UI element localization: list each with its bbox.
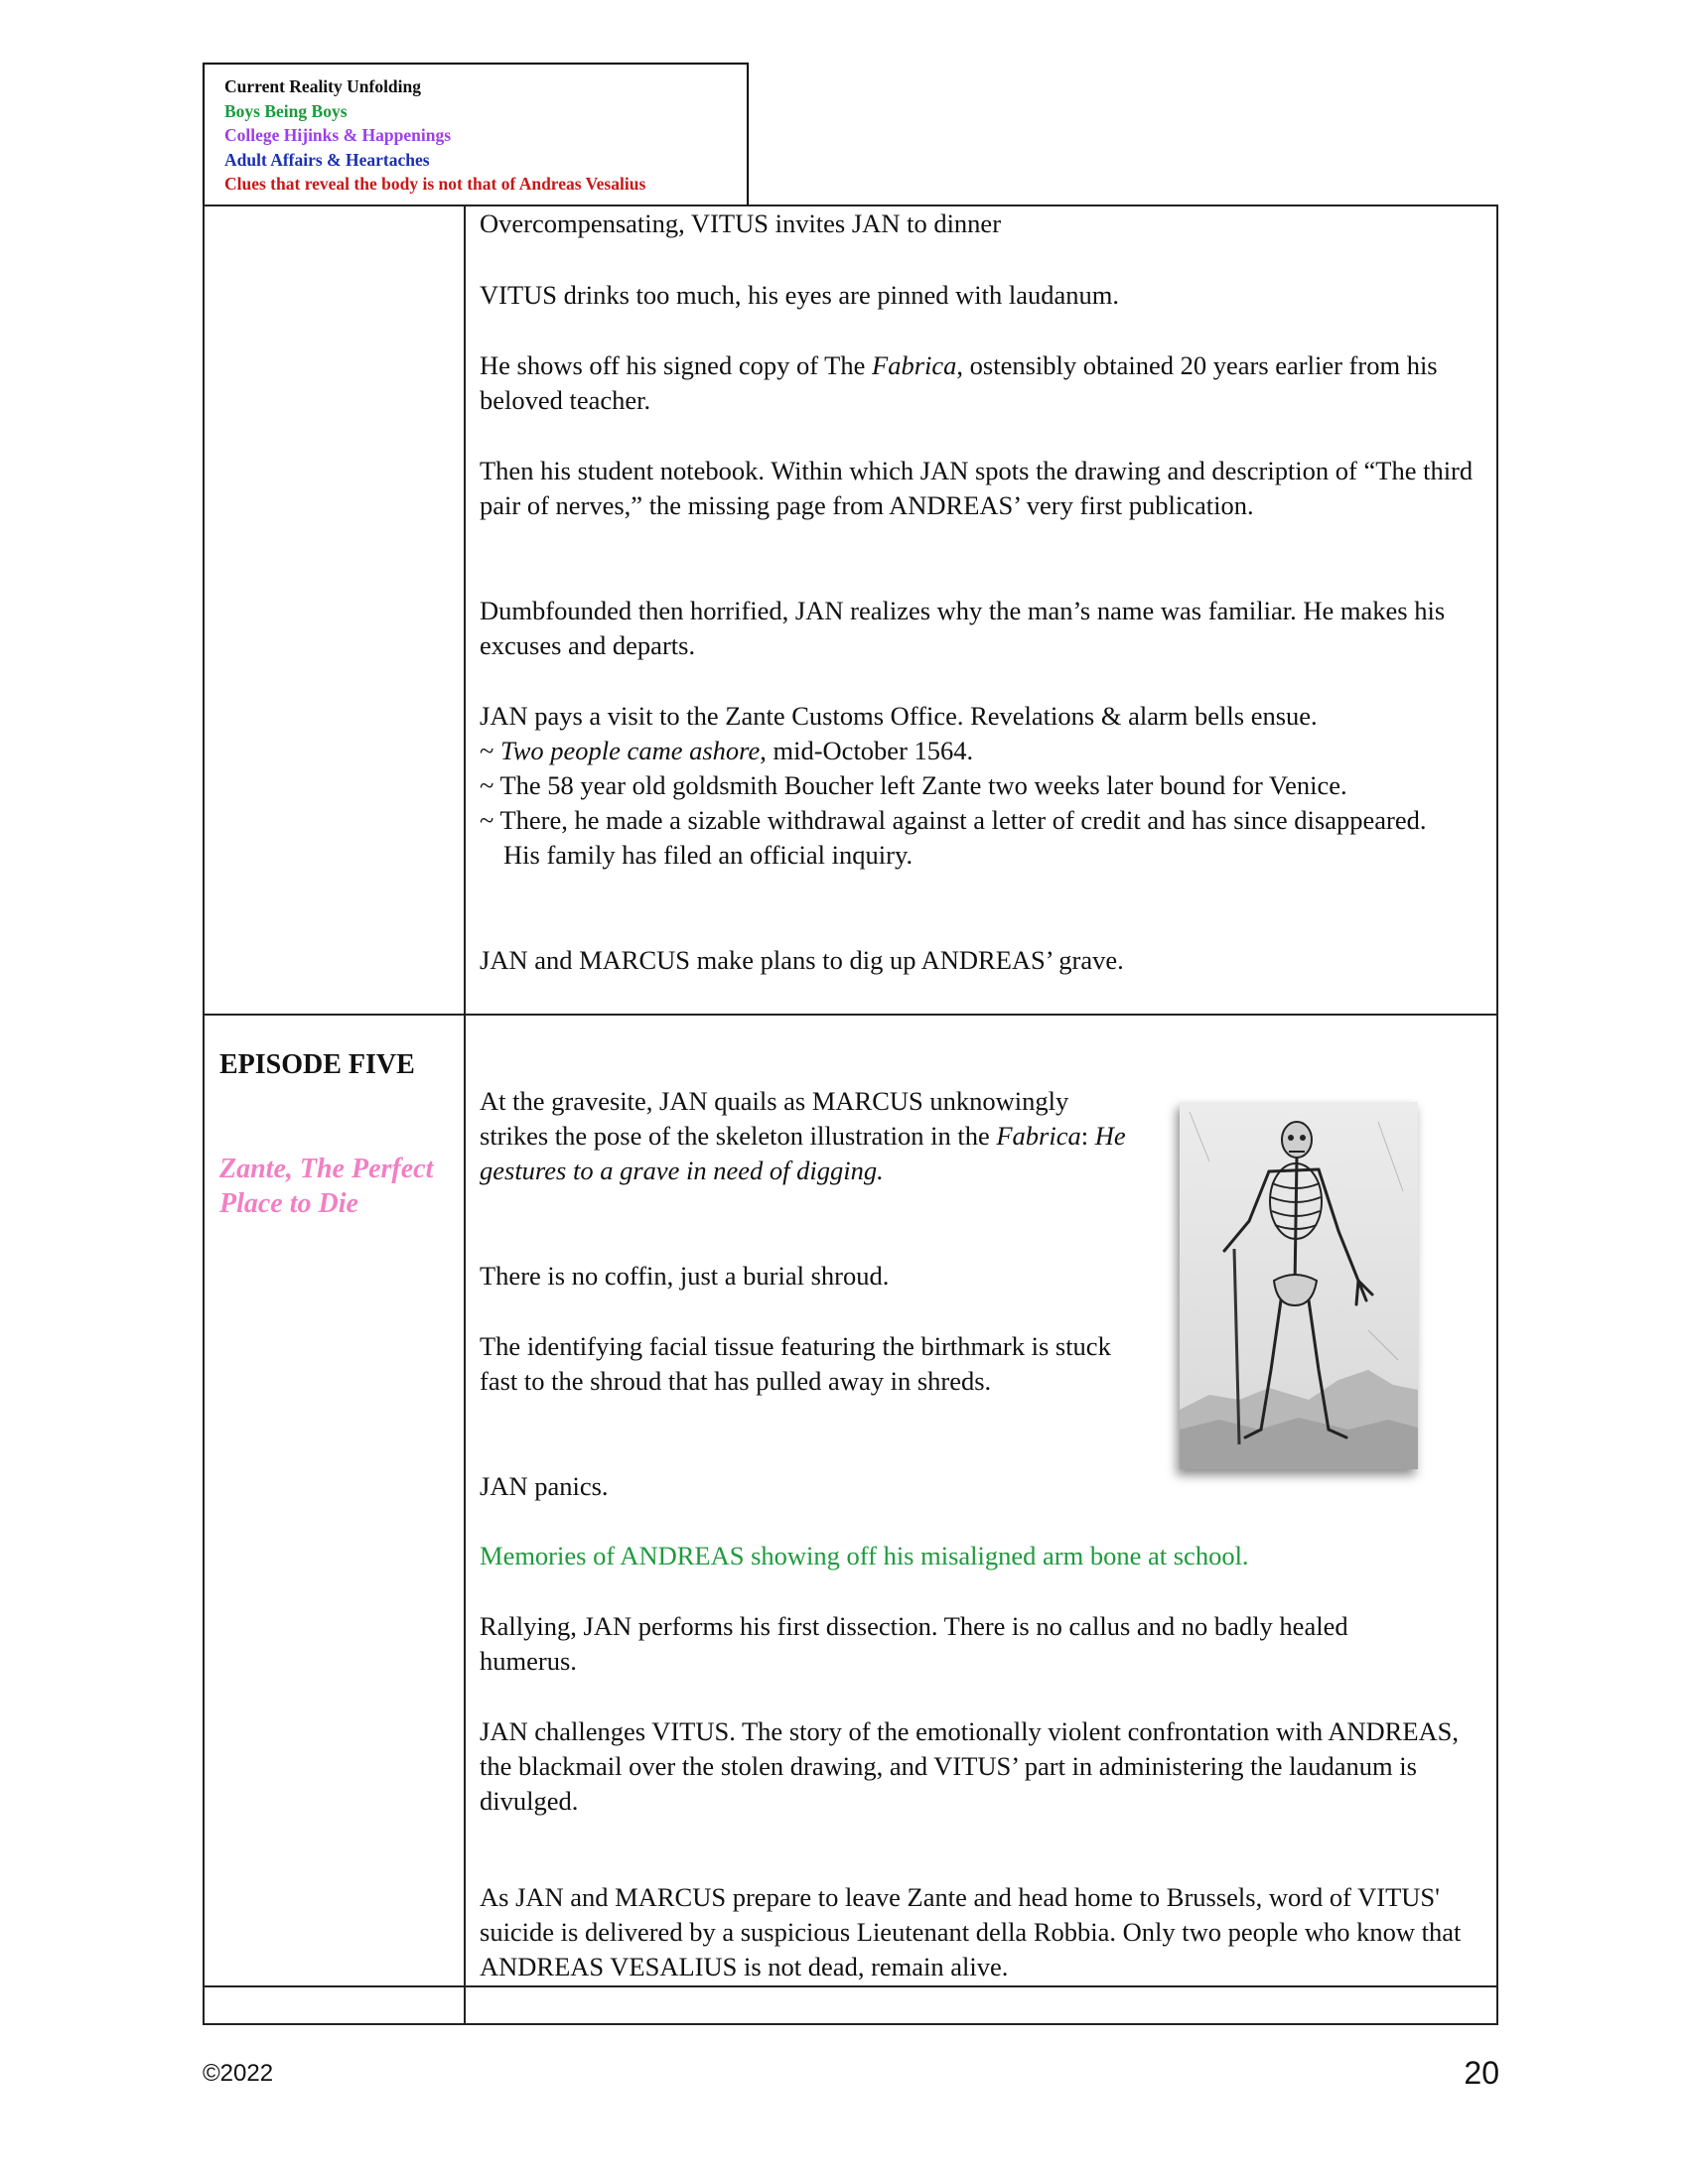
skeleton-drawing-icon bbox=[1180, 1102, 1418, 1469]
legend-boys-being-boys: Boys Being Boys bbox=[224, 100, 348, 121]
skeleton-illustration bbox=[1180, 1102, 1418, 1469]
table-left-border bbox=[203, 205, 205, 2025]
fabrica-title: Fabrica bbox=[872, 350, 957, 380]
row1-paragraph: Overcompensating, VITUS invites JAN to dinner bbox=[480, 208, 1002, 238]
legend-college-hijinks: College Hijinks & Happenings bbox=[224, 125, 452, 145]
row2-paragraph: The identifying facial tissue featuring the birthmark is stuck fast to the shroud that has pulled away in shreds. bbox=[480, 1331, 1111, 1396]
table-row-divider bbox=[203, 1985, 1498, 1987]
row2-paragraph: JAN challenges VITUS. The story of the emotionally violent confrontation with ANDREAS, the blackmail over the stolen drawing, and VITUS’ part in administering the laudanum is divulged. bbox=[480, 1716, 1460, 1816]
row2-paragraph: There is no coffin, just a burial shroud. bbox=[480, 1261, 890, 1291]
table-row-divider bbox=[203, 1014, 1498, 1016]
episode-label: EPISODE FIVE bbox=[219, 1049, 415, 1080]
episode-subtitle: Zante, The Perfect Place to Die bbox=[219, 1154, 434, 1219]
row2-memory-paragraph: Memories of ANDREAS showing off his misaligned arm bone at school. bbox=[480, 1541, 1249, 1570]
row1-paragraph: He shows off his signed copy of The Fabrica, ostensibly obtained 20 years earlier from his beloved teacher. bbox=[480, 350, 1438, 415]
row1-paragraph: Dumbfounded then horrified, JAN realizes why the man’s name was familiar. He makes his excuses and departs. bbox=[480, 596, 1446, 660]
legend-clues: Clues that reveal the body is not that of Andreas Vesalius bbox=[224, 174, 646, 194]
row2-paragraph: At the gravesite, JAN quails as MARCUS unknowingly strikes the pose of the skeleton illustration in the Fabrica: He gestures to a grave in need of digging. bbox=[480, 1086, 1126, 1185]
page-number: 20 bbox=[1464, 2055, 1499, 2091]
row2-paragraph: JAN panics. bbox=[480, 1471, 609, 1501]
bullet-item: ~ The 58 year old goldsmith Boucher left Zante two weeks later bound for Venice. bbox=[480, 770, 1347, 800]
copyright-notice: ©2022 bbox=[203, 2060, 274, 2087]
table-column-divider bbox=[464, 205, 466, 2025]
table-right-border bbox=[1496, 205, 1498, 2025]
row1-paragraph: VITUS drinks too much, his eyes are pinned with laudanum. bbox=[480, 280, 1119, 310]
table-bottom-border bbox=[203, 2023, 1498, 2025]
bullet-item: ~ There, he made a sizable withdrawal against a letter of credit and has since disappeared. His family has filed an official inquiry. bbox=[480, 805, 1427, 870]
row2-paragraph: As JAN and MARCUS prepare to leave Zante and head home to Brussels, word of VITUS' suicide is delivered by a suspicious Lieutenant della Robbia. Only two people who know that ANDREAS VESALIUS is not dead, remain alive. bbox=[480, 1882, 1462, 1981]
row2-paragraph: Rallying, JAN performs his first dissection. There is no callus and no badly healed humerus. bbox=[480, 1611, 1348, 1676]
row1-paragraph: JAN and MARCUS make plans to dig up ANDREAS’ grave. bbox=[480, 945, 1124, 975]
bullet-item: ~ Two people came ashore, mid-October 1564. bbox=[480, 736, 974, 765]
legend-adult-affairs: Adult Affairs & Heartaches bbox=[224, 149, 430, 170]
row1-customs-paragraph: JAN pays a visit to the Zante Customs Office. Revelations & alarm bells ensue. ~ Two people came ashore, mid-October 1564. ~ The 58 year old goldsmith Boucher left Zante two weeks later bound for Venice. ~ There, he made a sizable withdrawal against a letter of credit and has since disappeared. His family has filed an official inquiry. bbox=[480, 699, 1482, 873]
legend-current-reality: Current Reality Unfolding bbox=[224, 76, 422, 96]
row1-paragraph: Then his student notebook. Within which JAN spots the drawing and description of “The third pair of nerves,” the missing page from ANDREAS’ very first publication. bbox=[480, 456, 1474, 520]
color-legend bbox=[203, 63, 749, 205]
